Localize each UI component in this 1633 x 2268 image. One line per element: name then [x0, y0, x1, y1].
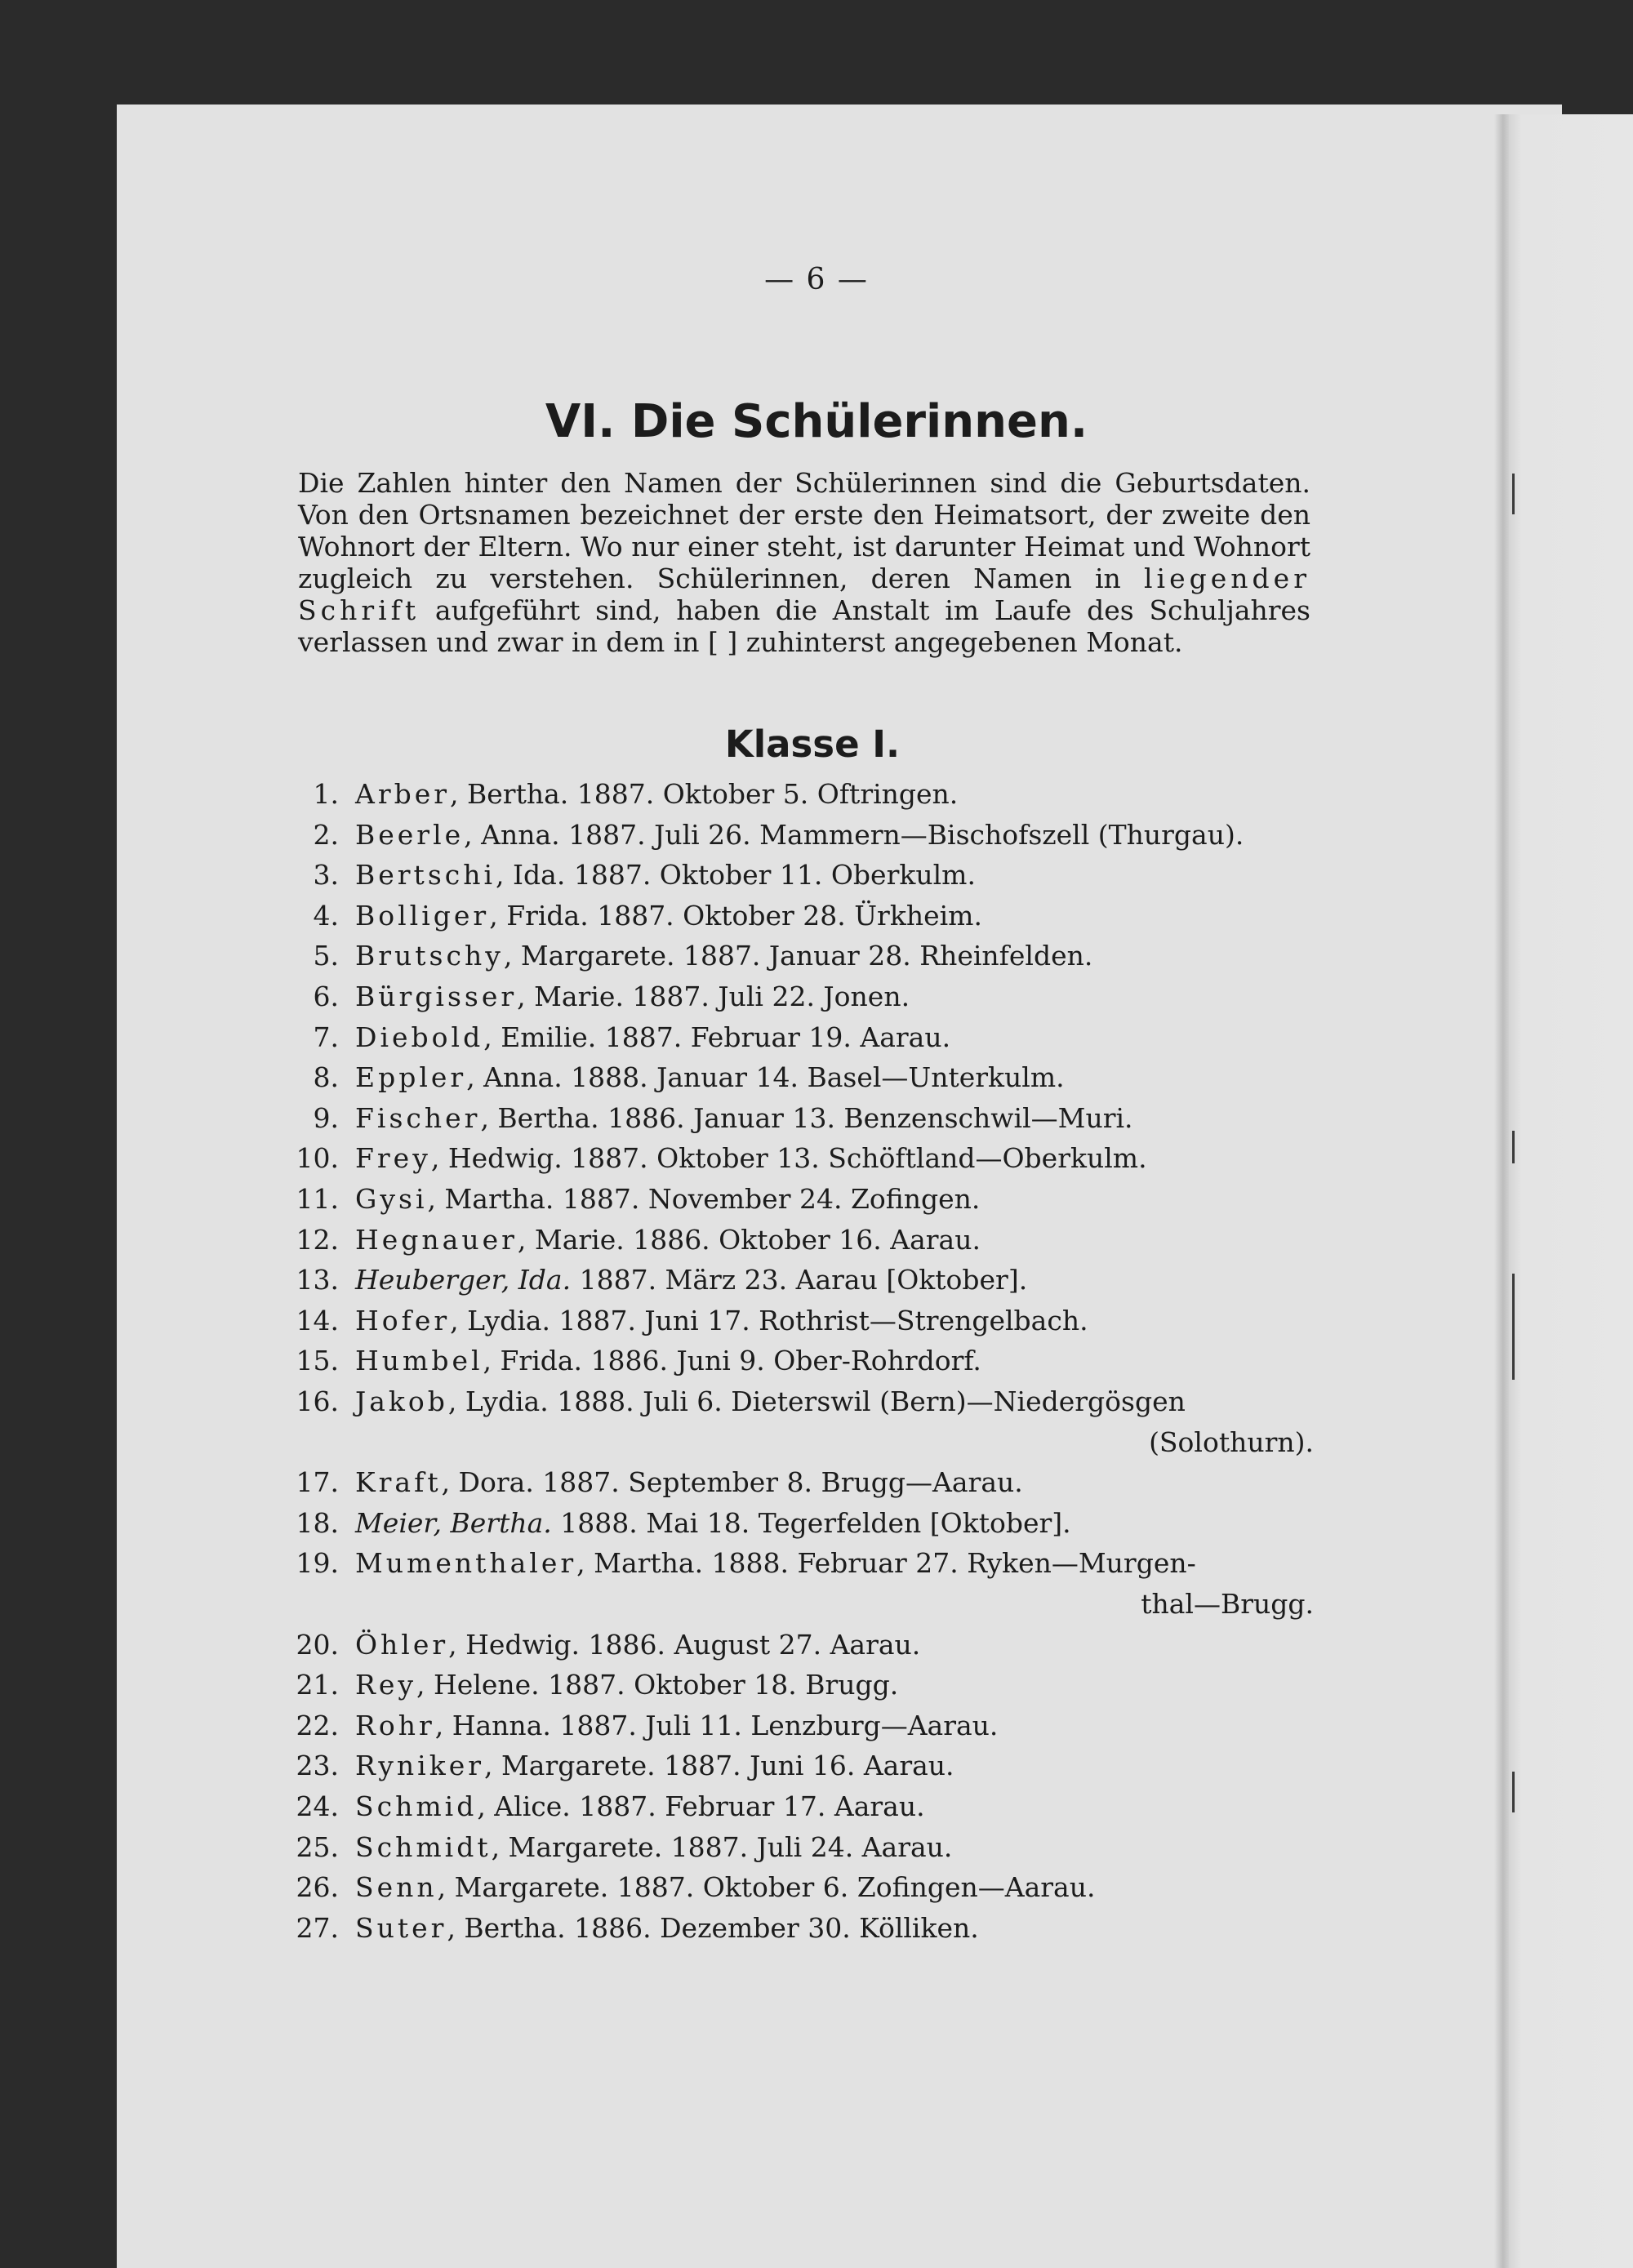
student-entry: [0, 816, 1388, 854]
student-surname: Hegnauer: [355, 1223, 518, 1256]
entry-text: [355, 1788, 925, 1826]
entry-text: [355, 1829, 952, 1866]
student-details: , Bertha. 1886. Januar 13. Benzenschwil—Muri.: [480, 1101, 1133, 1134]
student-surname: Hofer: [355, 1304, 451, 1336]
student-surname: Fischer: [355, 1101, 481, 1134]
student-entry: [0, 1302, 1388, 1340]
student-details: , Emilie. 1887. Februar 19. Aarau.: [483, 1021, 951, 1053]
student-entry: [0, 856, 1388, 894]
student-entry: [0, 1181, 1388, 1218]
entry-text: [355, 1545, 1196, 1582]
intro-paragraph: [298, 467, 1310, 658]
student-details: , Hanna. 1887. Juli 11. Lenzburg—Aarau.: [434, 1709, 999, 1741]
student-details: , Margarete. 1887. Juni 16. Aarau.: [484, 1750, 954, 1782]
student-details: , Bertha. 1887. Oktober 5. Oftringen.: [450, 778, 959, 810]
student-surname: Kraft: [355, 1466, 442, 1499]
entry-number: 18.: [296, 1506, 339, 1539]
student-details: 1887. März 23. Aarau [Oktober].: [571, 1264, 1028, 1296]
student-details: , Lydia. 1887. Juni 17. Rothrist—Strengelbach.: [450, 1304, 1088, 1336]
entry-number: 25.: [296, 1830, 339, 1863]
student-entry: [0, 1383, 1388, 1421]
student-entry: [0, 978, 1388, 1016]
student-surname: Öhler: [355, 1628, 449, 1661]
entry-number: 6.: [313, 981, 339, 1012]
entry-text: [355, 1302, 1088, 1340]
margin-mark: [1512, 1131, 1515, 1163]
entry-text: [355, 897, 982, 935]
entry-number: 3.: [313, 859, 339, 892]
student-surname: Humbel: [355, 1345, 483, 1377]
student-entry: [0, 1261, 1388, 1299]
class-heading: Klasse I.: [724, 723, 901, 766]
entry-continuation: (Solothurn).: [1149, 1425, 1314, 1458]
student-details: , Helene. 1887. Oktober 18. Brugg.: [416, 1669, 899, 1701]
entry-number: 27.: [296, 1911, 339, 1944]
entry-text: [355, 1261, 1027, 1299]
entry-text: [355, 1181, 980, 1218]
entry-continuation: thal—Brugg.: [1141, 1588, 1314, 1620]
entry-number: 9.: [313, 1101, 339, 1134]
entry-text: [355, 1666, 898, 1704]
student-entry: [0, 1910, 1388, 1947]
entry-number: 17.: [296, 1466, 339, 1499]
margin-mark: [1512, 1274, 1515, 1380]
section-title: VI. Die Schülerinnen.: [545, 395, 1088, 448]
student-surname: Jakob: [355, 1385, 448, 1417]
student-details: , Frida. 1887. Oktober 28. Ürkheim.: [489, 899, 982, 932]
intro-text-spaced: liegender Schrift: [298, 563, 1310, 626]
student-entry: [0, 1707, 1388, 1745]
student-details: , Marie. 1887. Juli 22. Jonen.: [517, 981, 910, 1012]
entry-text: [355, 1059, 1065, 1096]
student-entry: [0, 1829, 1388, 1866]
entry-text: [355, 1707, 998, 1745]
student-details: , Margarete. 1887. Oktober 6. Zofingen—Aarau.: [437, 1871, 1096, 1904]
student-details: , Bertha. 1886. Dezember 30. Kölliken.: [447, 1911, 979, 1944]
entry-number: 26.: [296, 1871, 339, 1904]
student-surname: Rohr: [355, 1709, 435, 1741]
entry-number: 20.: [296, 1628, 339, 1661]
student-entry: [0, 897, 1388, 935]
margin-mark: [1512, 474, 1515, 514]
student-surname: Schmid: [355, 1790, 478, 1822]
student-details: , Lydia. 1888. Juli 6. Dieterswil (Bern)—Niedergösgen: [447, 1385, 1186, 1417]
entry-number: 2.: [313, 818, 339, 851]
student-entry: [0, 1747, 1388, 1785]
student-details: , Anna. 1888. Januar 14. Basel—Unterkulm.: [466, 1061, 1065, 1094]
student-surname: Heuberger, Ida.: [355, 1264, 572, 1296]
intro-text-2: aufgeführt sind, haben die Anstalt im Laufe des Schuljahres verlassen und zwar in dem in [ ] zuhinterst angegebenen Monat.: [298, 594, 1310, 658]
student-details: , Margarete. 1887. Januar 28. Rheinfelden.: [503, 940, 1093, 972]
student-entry: [0, 1100, 1388, 1137]
entry-number: 1.: [313, 778, 339, 810]
student-details: , Frida. 1886. Juni 9. Ober-Rohrdorf.: [483, 1345, 981, 1377]
entry-text: [355, 978, 910, 1016]
student-entry: [0, 1869, 1388, 1906]
entry-text: [355, 776, 958, 813]
entry-number: 11.: [296, 1183, 339, 1215]
student-details: , Marie. 1886. Oktober 16. Aarau.: [517, 1223, 981, 1256]
entry-text: [355, 1464, 1023, 1501]
entry-number: 12.: [296, 1223, 339, 1256]
student-entry: [0, 776, 1388, 813]
student-details: , Margarete. 1887. Juli 24. Aarau.: [491, 1830, 953, 1863]
student-entry: [0, 937, 1388, 975]
student-surname: Bürgisser: [355, 981, 518, 1012]
entry-number: 13.: [296, 1264, 339, 1296]
entry-number: 22.: [296, 1709, 339, 1741]
student-details: , Ida. 1887. Oktober 11. Oberkulm.: [496, 859, 976, 892]
entry-number: 14.: [296, 1304, 339, 1336]
entry-text: [355, 937, 1092, 975]
student-surname: Rey: [355, 1669, 417, 1701]
student-surname: Ryniker: [355, 1750, 485, 1782]
student-surname: Gysi: [355, 1183, 428, 1215]
page-number: — 6 —: [764, 263, 869, 296]
student-entry: [0, 1221, 1388, 1259]
student-entry: [0, 1059, 1388, 1096]
student-entry: [0, 1342, 1388, 1380]
entry-text: [355, 856, 976, 894]
student-details: , Dora. 1887. September 8. Brugg—Aarau.: [441, 1466, 1023, 1499]
entry-number: 16.: [296, 1385, 339, 1417]
student-entry: [0, 1666, 1388, 1704]
entry-text: [355, 1747, 954, 1785]
student-surname: Bolliger: [355, 899, 490, 932]
student-details: , Martha. 1888. Februar 27. Ryken—Murgen-: [576, 1547, 1196, 1580]
student-surname: Bertschi: [355, 859, 496, 892]
student-details: , Martha. 1887. November 24. Zofingen.: [427, 1183, 981, 1215]
student-entry: [0, 1545, 1388, 1582]
student-surname: Schmidt: [355, 1830, 492, 1863]
entry-text: [355, 1626, 920, 1664]
student-surname: Mumenthaler: [355, 1547, 577, 1580]
entry-number: 10.: [296, 1142, 339, 1175]
student-details: , Hedwig. 1886. August 27. Aarau.: [448, 1628, 921, 1661]
student-entry: [0, 1626, 1388, 1664]
entry-text: [355, 1342, 981, 1380]
student-surname: Diebold: [355, 1021, 484, 1053]
student-entry: [0, 1505, 1388, 1542]
entry-number: 19.: [296, 1547, 339, 1580]
intro-text-1: Die Zahlen hinter den Namen der Schülerinnen sind die Geburtsdaten. Von den Ortsnamen bezeichnet der erste den Heimatsort, der zweite den Wohnort der Eltern. Wo nur einer steht, ist darunter Heimat und Wohnort zugleich zu verstehen. Schülerinnen, deren Namen in: [298, 467, 1310, 594]
entry-text: [355, 1383, 1186, 1421]
student-details: , Alice. 1887. Februar 17. Aarau.: [477, 1790, 925, 1822]
entry-number: 23.: [296, 1750, 339, 1782]
entry-text: [355, 1100, 1133, 1137]
entry-text: [355, 1140, 1147, 1177]
student-surname: Brutschy: [355, 940, 504, 972]
entry-text: [355, 1505, 1071, 1542]
entry-number: 4.: [313, 899, 339, 932]
entry-number: 8.: [313, 1061, 339, 1094]
entry-number: 5.: [313, 940, 339, 972]
student-entry: [0, 1140, 1388, 1177]
student-details: 1888. Mai 18. Tegerfelden [Oktober].: [551, 1506, 1071, 1539]
entry-text: [355, 1910, 979, 1947]
student-surname: Eppler: [355, 1061, 467, 1094]
student-surname: Meier, Bertha.: [355, 1506, 552, 1539]
entry-number: 15.: [296, 1345, 339, 1377]
student-surname: Beerle: [355, 818, 465, 851]
student-surname: Frey: [355, 1142, 431, 1175]
student-entry: [0, 1464, 1388, 1501]
student-entry: [0, 1019, 1388, 1056]
student-entry: [0, 1788, 1388, 1826]
entry-text: [355, 816, 1244, 854]
student-surname: Suter: [355, 1911, 447, 1944]
student-details: , Anna. 1887. Juli 26. Mammern—Bischofszell (Thurgau).: [464, 818, 1244, 851]
student-surname: Senn: [355, 1871, 438, 1904]
entry-text: [355, 1221, 981, 1259]
student-details: , Hedwig. 1887. Oktober 13. Schöftland—Oberkulm.: [430, 1142, 1147, 1175]
margin-mark: [1512, 1772, 1515, 1812]
entry-number: 24.: [296, 1790, 339, 1822]
entry-text: [355, 1019, 950, 1056]
entry-number: 7.: [313, 1021, 339, 1053]
entry-text: [355, 1869, 1095, 1906]
student-surname: Arber: [355, 778, 451, 810]
entry-number: 21.: [296, 1669, 339, 1701]
